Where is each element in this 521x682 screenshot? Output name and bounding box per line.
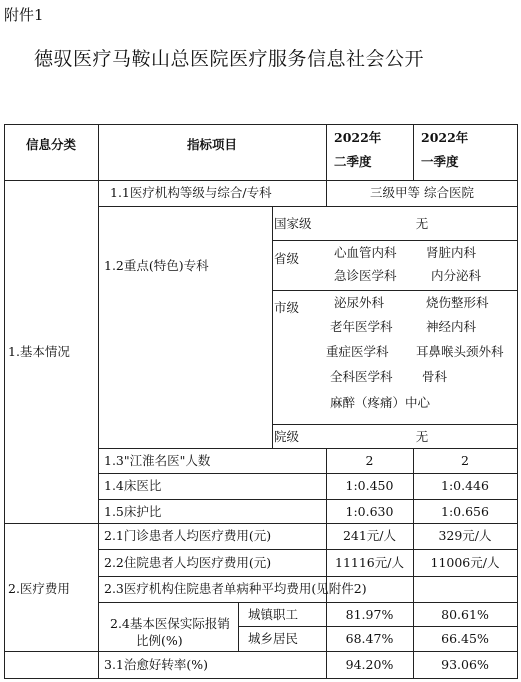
r22-q1: 11006元/人: [430, 555, 500, 570]
r11-value: 三级甲等 综合医院: [370, 185, 474, 200]
r15-q2: 1:0.630: [345, 504, 394, 519]
r15-label: 1.5床护比: [104, 504, 162, 519]
r11-label: 1.1医疗机构等级与综合/专科: [110, 185, 272, 200]
r13-q2: 2: [365, 453, 374, 468]
rural-q1: 66.45%: [441, 631, 489, 646]
national-value: 无: [415, 216, 429, 231]
r21-q2: 241元/人: [342, 528, 397, 543]
r14-q2: 1:0.450: [345, 478, 394, 493]
hospital-label: 院级: [274, 429, 300, 444]
city-item: 重症医学科: [326, 344, 389, 359]
provincial-item: 心血管内科: [334, 245, 397, 260]
city-item: 麻醉（疼痛）中心: [330, 395, 431, 410]
provincial-item: 肾脏内科: [426, 245, 477, 260]
provincial-item: 急诊医学科: [334, 268, 397, 283]
attachment-label: 附件1: [4, 6, 44, 24]
urban-q1: 80.61%: [441, 607, 489, 622]
city-item: 烧伤整形科: [426, 295, 489, 310]
header-q1-label: 一季度: [421, 154, 459, 169]
urban-label: 城镇职工: [248, 607, 299, 622]
city-item: 泌尿外科: [334, 295, 385, 310]
city-item: 老年医学科: [330, 319, 393, 334]
r12-label: 1.2重点(特色)专科: [104, 258, 209, 273]
r21-label: 2.1门诊患者人均医疗费用(元): [104, 528, 272, 543]
city-item: 全科医学科: [330, 369, 393, 384]
header-q2-label: 二季度: [334, 154, 372, 169]
national-label: 国家级: [274, 216, 312, 231]
r15-q1: 1:0.656: [441, 504, 489, 519]
category-basic: 1.基本情况: [8, 344, 70, 359]
header-category: 信息分类: [25, 137, 76, 152]
r13-q1: 2: [461, 453, 469, 468]
page-title: 德驭医疗马鞍山总医院医疗服务信息社会公开: [34, 48, 425, 70]
provincial-label: 省级: [274, 251, 300, 266]
rural-label: 城乡居民: [248, 631, 299, 646]
r22-q2: 11116元/人: [335, 555, 404, 570]
rural-q2: 68.47%: [345, 631, 394, 646]
city-item: 神经内科: [426, 319, 477, 334]
city-label: 市级: [274, 300, 300, 315]
r24-label-line1: 2.4基本医保实际报销: [110, 616, 230, 631]
urban-q2: 81.97%: [345, 607, 394, 622]
header-indicator: 指标项目: [186, 137, 237, 152]
r24-label-line2: 比例(%): [136, 633, 183, 648]
r31-label: 3.1治愈好转率(%): [104, 657, 209, 672]
r31-q2: 94.20%: [345, 657, 394, 672]
r22-label: 2.2住院患者人均医疗费用(元): [104, 555, 272, 570]
hospital-value: 无: [415, 429, 429, 444]
provincial-item: 内分泌科: [431, 268, 482, 283]
r23-label: 2.3医疗机构住院患者单病种平均费用(见附件2): [104, 581, 367, 596]
city-item: 骨科: [422, 369, 448, 384]
r31-q1: 93.06%: [441, 657, 489, 672]
city-item: 耳鼻喉头颈外科: [416, 344, 504, 359]
r13-label: 1.3"江淮名医"人数: [104, 453, 211, 468]
header-q2-year: 2022年: [334, 130, 382, 145]
category-cost: 2.医疗费用: [8, 581, 70, 596]
r14-label: 1.4床医比: [104, 478, 162, 493]
r14-q1: 1:0.446: [441, 478, 489, 493]
header-q1-year: 2022年: [421, 130, 469, 145]
r21-q1: 329元/人: [438, 528, 492, 543]
